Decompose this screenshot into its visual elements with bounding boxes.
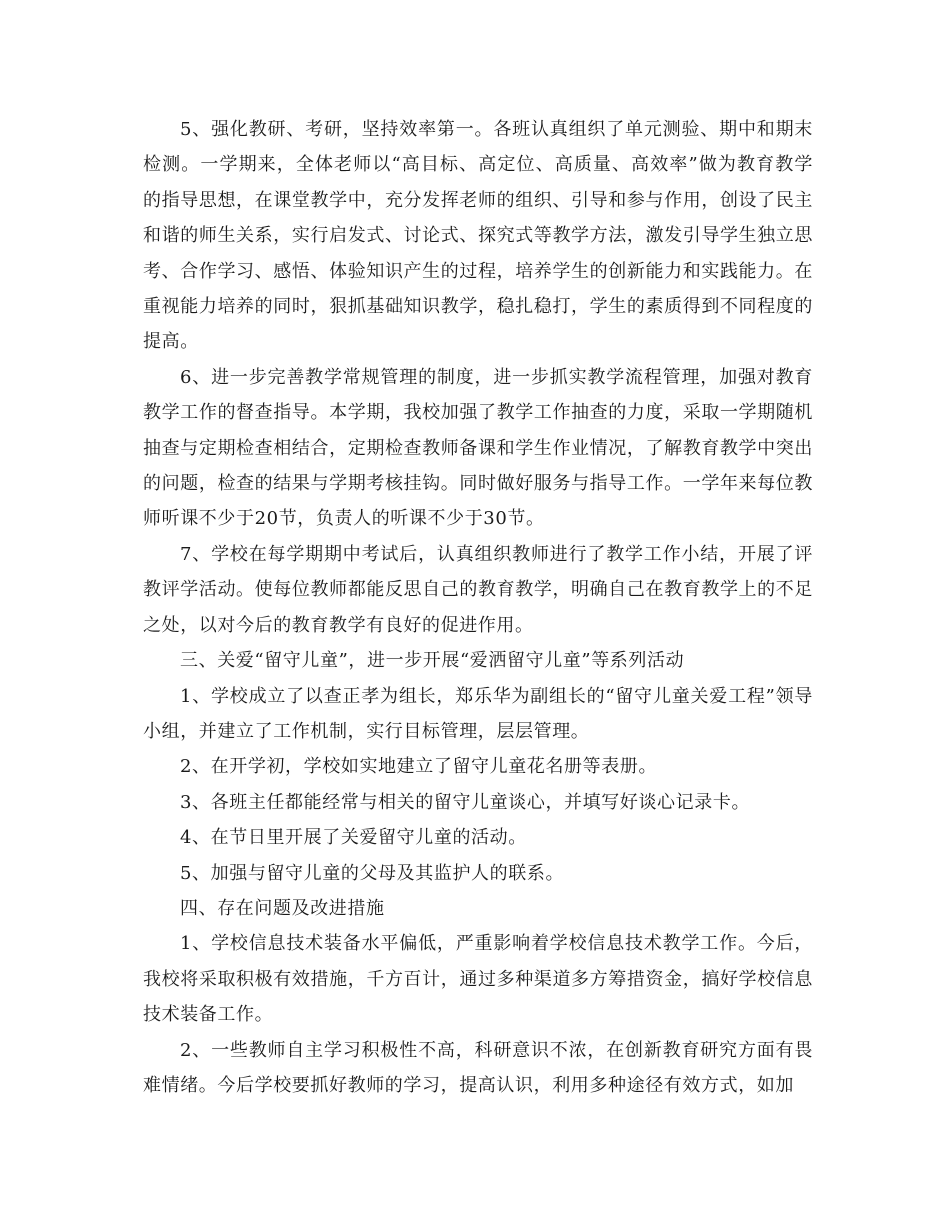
paragraph-item-4-holiday-activities: 4、在节日里开展了关爱留守儿童的活动。 bbox=[180, 827, 527, 849]
paragraph-item-1-leadership-group: 1、学校成立了以查正孝为组长，郑乐华为副组长的“留守儿童关爱工程”领导小组，并建立了工作机制，实行目标管理，层层管理。 bbox=[143, 685, 813, 742]
paragraph-item-6-routine-management: 6、进一步完善教学常规管理的制度，进一步抓实教学流程管理，加强对教育教学工作的督查指导。本学期，我校加强了教学工作抽查的力度，采取一学期随机抽查与定期检查相结合，定期检查教师备课和学生作业情况，了解教育教学中突出的问题，检查的结果与学期考核挂钩。同时做好服务与指导工作。一学年来每位教师听课不少于20节，负责人的听课不少于30节。 bbox=[143, 366, 813, 530]
paragraph-item-1-it-equipment: 1、学校信息技术装备水平偏低，严重影响着学校信息技术教学工作。今后，我校将采取积极有效措施，千方百计，通过多种渠道多方筹措资金，搞好学校信息技术装备工作。 bbox=[143, 933, 813, 1026]
paragraph-item-7-evaluation: 7、学校在每学期期中考试后，认真组织教师进行了教学工作小结，开展了评教评学活动。使每位教师都能反思自己的教育教学，明确自己在教育教学上的不足之处，以对今后的教育教学有良好的促进作用。 bbox=[143, 543, 813, 636]
paragraph-item-5-parent-contact: 5、加强与留守儿童的父母及其监护人的联系。 bbox=[180, 862, 565, 884]
paragraph-item-3-talks: 3、各班主任都能经常与相关的留守儿童谈心，并填写好谈心记录卡。 bbox=[180, 791, 751, 813]
paragraph-item-2-teacher-learning: 2、一些教师自主学习积极性不高，科研意识不浓，在创新教育研究方面有畏难情绪。今后学校要抓好教师的学习，提高认识，利用多种途径有效方式，如加 bbox=[143, 1039, 813, 1096]
section-heading-left-behind-children: 三、关爱“留守儿童”，进一步开展“爱洒留守儿童”等系列活动 bbox=[180, 650, 685, 672]
paragraph-item-2-roster: 2、在开学初，学校如实地建立了留守儿童花名册等表册。 bbox=[180, 756, 658, 778]
document-body bbox=[143, 112, 813, 1103]
paragraph-item-5-teaching-research: 5、强化教研、考研，坚持效率第一。各班认真组织了单元测验、期中和期末检测。一学期来，全体老师以“高目标、高定位、高质量、高效率”做为教育教学的指导思想，在课堂教学中，充分发挥老师的组织、引导和参与作用，创设了民主和谐的师生关系，实行启发式、讨论式、探究式等教学方法，激发引导学生独立思考、合作学习、感悟、体验知识产生的过程，培养学生的创新能力和实践能力。在重视能力培养的同时，狠抓基础知识教学，稳扎稳打，学生的素质得到不同程度的提高。 bbox=[143, 119, 813, 353]
section-heading-problems-and-measures: 四、存在问题及改进措施 bbox=[180, 897, 385, 919]
